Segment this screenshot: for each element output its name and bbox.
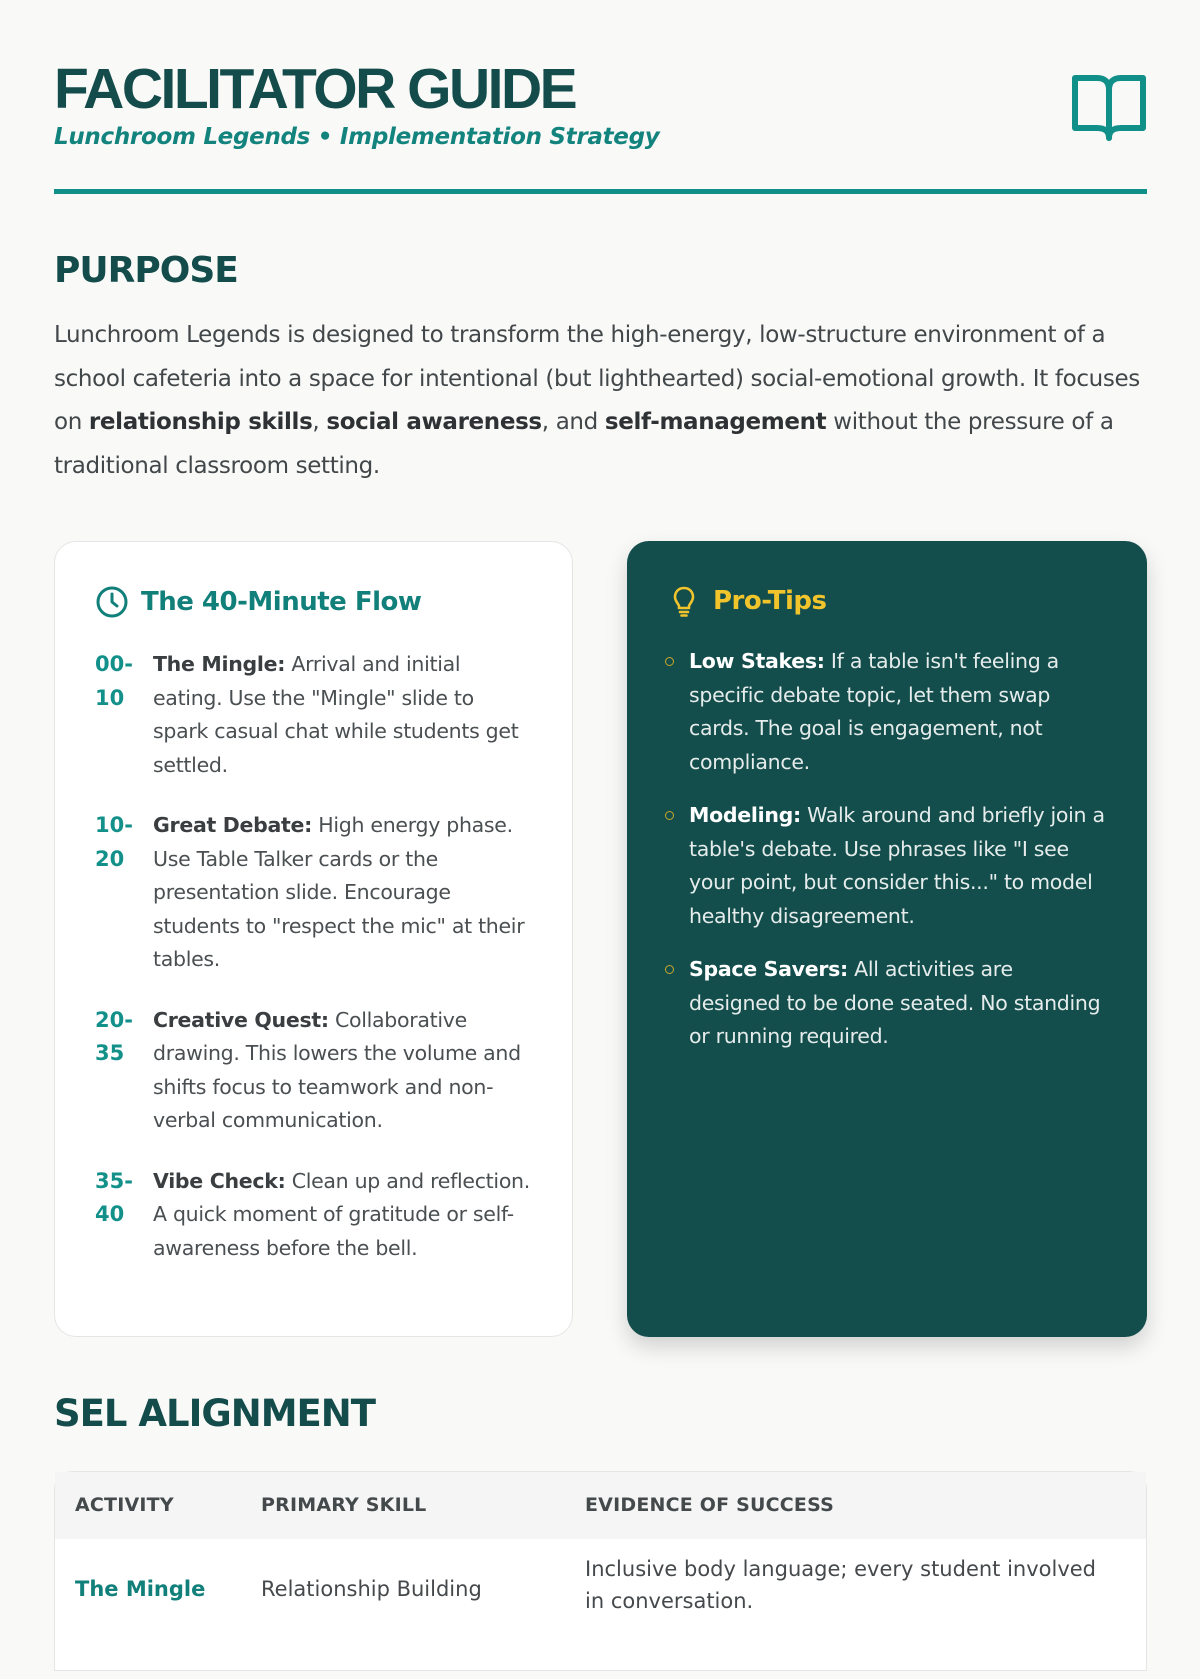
- flow-item: [95, 648, 535, 782]
- flow-time: 35- 40: [95, 1168, 133, 1226]
- tip-item: [665, 799, 1105, 933]
- flow-description: [153, 1004, 535, 1138]
- lightbulb-icon: [667, 584, 701, 618]
- tip-text: [689, 645, 1105, 779]
- flow-phase-name: Great Debate:: [153, 813, 313, 837]
- flow-phase-text: Collaborative drawing. This lowers the volume and shifts focus to teamwork and non-verbal communication.: [153, 1007, 521, 1132]
- tip-description: If a table isn't feeling a specific debate topic, let them swap cards. The goal is engagement, not compliance.: [689, 649, 1059, 774]
- pro-tips-title: Pro-Tips: [713, 586, 827, 616]
- cell-primary-skill: Relationship Building: [261, 1577, 482, 1601]
- flow-phase-text: Arrival and initial eating. Use the "Mingle" slide to spark casual chat while students get settled.: [153, 652, 519, 777]
- column-header-activity: ACTIVITY: [75, 1494, 174, 1516]
- column-header-primary-skill: PRIMARY SKILL: [261, 1494, 427, 1516]
- purpose-text-sep: , and: [541, 409, 605, 435]
- flow-list: [95, 648, 535, 1292]
- purpose-skill-self-management: self-management: [604, 409, 827, 435]
- purpose-text-sep: ,: [312, 409, 327, 435]
- cell-activity: The Mingle: [75, 1577, 206, 1601]
- flow-description: [153, 648, 535, 782]
- pro-tips-list: [665, 645, 1105, 1074]
- sel-alignment-heading: SEL ALIGNMENT: [54, 1392, 375, 1435]
- page-subtitle: Lunchroom Legends • Implementation Strategy: [54, 124, 660, 150]
- pro-tips-card: [627, 541, 1147, 1337]
- tip-text: [689, 799, 1105, 933]
- cell-evidence: Inclusive body language; every student involved in conversation.: [585, 1557, 1097, 1613]
- clock-icon: [95, 585, 129, 619]
- flow-description: [153, 1165, 535, 1266]
- flow-time: 20- 35: [95, 1007, 133, 1065]
- page-header: [54, 0, 1147, 194]
- flow-item: [95, 1004, 535, 1138]
- tip-description: All activities are designed to be done seated. No standing or running required.: [689, 957, 1101, 1048]
- purpose-paragraph: [54, 314, 1147, 488]
- tip-name: Low Stakes:: [689, 649, 825, 673]
- flow-description: [153, 809, 535, 977]
- tip-name: Space Savers:: [689, 957, 848, 981]
- purpose-text-part: Lunchroom Legends is designed to transform the high-energy, low-structure environment of a school cafeteria into a space for intentional (but lighthearted) social-emotional growth. It focuses on: [54, 322, 1140, 435]
- bullet-icon: [665, 645, 689, 779]
- tip-description: Walk around and briefly join a table's debate. Use phrases like "I see your point, but consider this..." to model healthy disagreement.: [689, 803, 1105, 928]
- flow-phase-name: The Mingle:: [153, 652, 286, 676]
- book-open-icon: [1071, 72, 1147, 142]
- sel-alignment-table: [54, 1471, 1147, 1671]
- table-header: [55, 1472, 1146, 1539]
- flow-card-header: [95, 582, 421, 622]
- flow-card: [54, 541, 573, 1337]
- flow-item: [95, 809, 535, 977]
- purpose-skill-social: social awareness: [326, 409, 542, 435]
- flow-phase-name: Creative Quest:: [153, 1007, 329, 1032]
- purpose-heading: PURPOSE: [54, 250, 238, 291]
- table-row: [55, 1539, 1146, 1679]
- tip-item: [665, 645, 1105, 779]
- flow-phase-text: High energy phase. Use Table Talker cards or the presentation slide. Encourage students to "respect the mic" at their tables.: [153, 813, 525, 971]
- facilitator-guide-page: [54, 0, 1147, 1613]
- flow-phase-text: Clean up and reflection. A quick moment of gratitude or self-awareness before the bell.: [153, 1168, 530, 1260]
- flow-item: [95, 1165, 535, 1266]
- bullet-icon: [665, 953, 689, 1054]
- column-header-evidence: EVIDENCE OF SUCCESS: [585, 1494, 834, 1516]
- bullet-icon: [665, 799, 689, 933]
- tip-item: [665, 953, 1105, 1054]
- flow-card-title: The 40-Minute Flow: [141, 587, 422, 617]
- tip-text: [689, 953, 1105, 1054]
- flow-time: 10- 20: [95, 813, 133, 871]
- pro-tips-header: [667, 581, 826, 621]
- flow-time: 00- 10: [95, 652, 133, 710]
- flow-phase-name: Vibe Check:: [153, 1168, 286, 1193]
- purpose-skill-relationship: relationship skills: [88, 409, 313, 435]
- purpose-text-part: without the pressure of a traditional classroom setting.: [54, 409, 1114, 479]
- page-title: FACILITATOR GUIDE: [54, 57, 576, 121]
- tip-name: Modeling:: [689, 803, 801, 827]
